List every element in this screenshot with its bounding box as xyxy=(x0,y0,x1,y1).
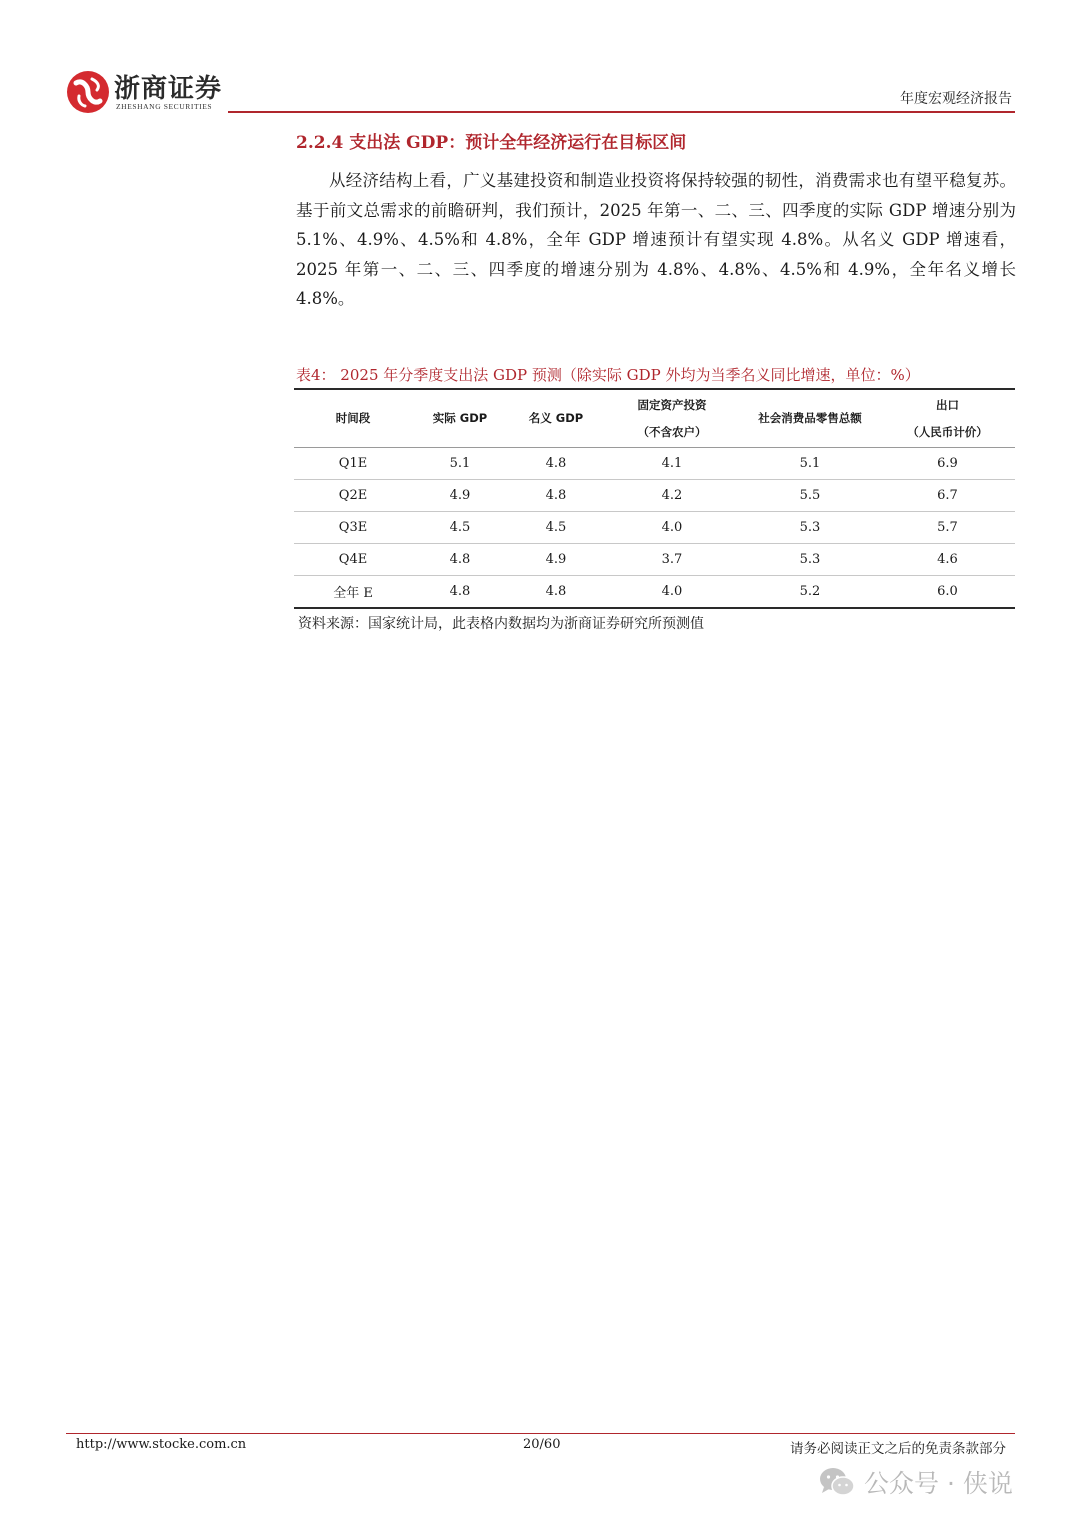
header-period: 时间段 xyxy=(294,390,412,448)
forecast-table xyxy=(294,390,1015,609)
zheshang-logo-icon xyxy=(66,70,110,114)
brand-name: 浙商证券 xyxy=(114,74,223,104)
cell-value: 5.3 xyxy=(740,544,880,576)
cell-value: 5.1 xyxy=(740,448,880,480)
cell-value: 4.5 xyxy=(412,512,508,544)
cell-period: Q4E xyxy=(294,544,412,576)
cell-period: Q2E xyxy=(294,480,412,512)
body-paragraph: 从经济结构上看，广义基建投资和制造业投资将保持较强的韧性，消费需求也有望平稳复苏。基于前文总需求的前瞻研判，我们预计，2025 年第一、二、三、四季度的实际 GDP 增速分别为 5.1%、4.9%、4.5%和 4.8%，全年 GDP 增速预计有望实现 4.8%。从名义 GDP 增速看，2025 年第一、二、三、四季度的增速分别为 4.8%、4.8%、4.5%和 4.9%，全年名义增长 4.8%。 xyxy=(296,171,1016,308)
cell-value: 6.7 xyxy=(880,480,1015,512)
brand-subtitle: ZHESHANG SECURITIES xyxy=(116,102,213,111)
header-retail-sales: 社会消费品零售总额 xyxy=(740,390,880,448)
cell-value: 6.9 xyxy=(880,448,1015,480)
footer-divider xyxy=(66,1433,1015,1434)
cell-value: 5.5 xyxy=(740,480,880,512)
header-fixed-investment: 固定资产投资 （不含农户） xyxy=(604,390,740,448)
table-row xyxy=(294,448,1015,480)
cell-value: 4.8 xyxy=(508,448,604,480)
cell-value: 4.9 xyxy=(508,544,604,576)
cell-value: 5.3 xyxy=(740,512,880,544)
footer-url-link[interactable]: http://www.stocke.com.cn xyxy=(76,1437,247,1452)
watermark-text: 公众号 · 侠说 xyxy=(864,1469,1013,1498)
cell-value: 3.7 xyxy=(604,544,740,576)
table-row xyxy=(294,544,1015,576)
cell-value: 4.8 xyxy=(412,544,508,576)
cell-value: 4.5 xyxy=(508,512,604,544)
cell-value: 6.0 xyxy=(880,576,1015,609)
cell-value: 5.2 xyxy=(740,576,880,609)
cell-value: 4.1 xyxy=(604,448,740,480)
header-divider xyxy=(228,111,1015,113)
cell-value: 4.0 xyxy=(604,512,740,544)
table-row xyxy=(294,576,1015,609)
cell-period: Q3E xyxy=(294,512,412,544)
table-caption: 表4： 2025 年分季度支出法 GDP 预测（除实际 GDP 外均为当季名义同比增速，单位：%） xyxy=(296,366,920,384)
cell-value: 4.6 xyxy=(880,544,1015,576)
cell-value: 5.1 xyxy=(412,448,508,480)
cell-value: 4.8 xyxy=(508,576,604,609)
report-type: 年度宏观经济报告 xyxy=(900,91,1012,107)
header-nominal-gdp: 名义 GDP xyxy=(508,390,604,448)
wechat-icon xyxy=(818,1465,856,1499)
table-source-note: 资料来源：国家统计局，此表格内数据均为浙商证券研究所预测值 xyxy=(298,616,704,632)
table-header-row xyxy=(294,390,1015,448)
cell-value: 4.9 xyxy=(412,480,508,512)
cell-value: 4.8 xyxy=(508,480,604,512)
header-real-gdp: 实际 GDP xyxy=(412,390,508,448)
page-number: 20/60 xyxy=(523,1437,561,1452)
cell-value: 4.2 xyxy=(604,480,740,512)
table-row xyxy=(294,480,1015,512)
cell-period: Q1E xyxy=(294,448,412,480)
cell-value: 4.0 xyxy=(604,576,740,609)
header-exports: 出口 （人民币计价） xyxy=(880,390,1015,448)
table-row xyxy=(294,512,1015,544)
watermark xyxy=(818,1462,1013,1502)
cell-value: 5.7 xyxy=(880,512,1015,544)
cell-value: 4.8 xyxy=(412,576,508,609)
footer-disclaimer: 请务必阅读正文之后的免责条款部分 xyxy=(790,1441,1006,1457)
section-heading: 2.2.4 支出法 GDP：预计全年经济运行在目标区间 xyxy=(296,133,687,153)
cell-period: 全年 E xyxy=(294,576,412,609)
